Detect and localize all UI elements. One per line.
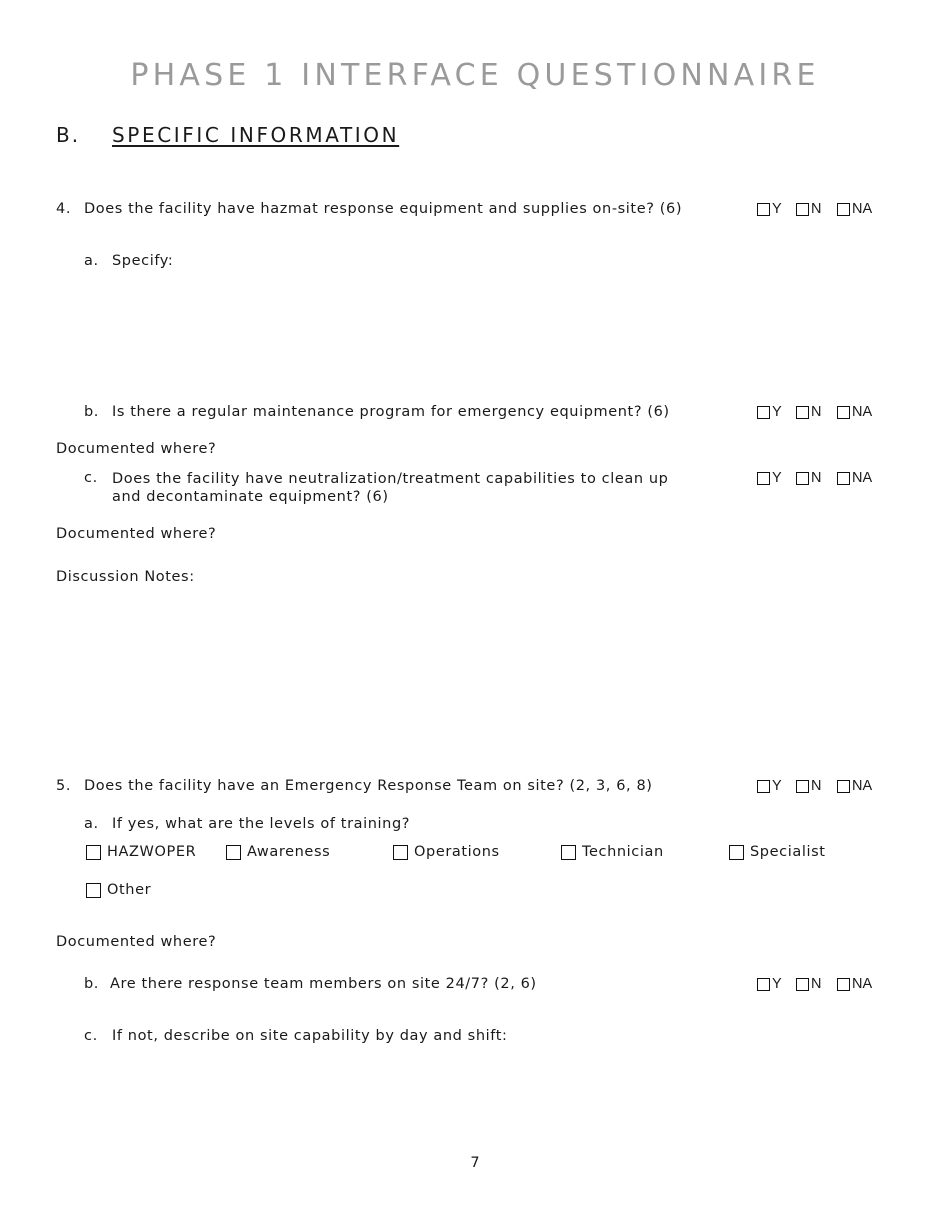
- q5b-no-checkbox[interactable]: [796, 978, 809, 991]
- q5b-yes-checkbox[interactable]: [757, 978, 770, 991]
- q4c-documented-where: Documented where?: [56, 526, 217, 542]
- yes-label: Y: [772, 404, 782, 420]
- no-label: N: [811, 778, 822, 794]
- training-option-specialist[interactable]: [729, 844, 826, 860]
- q4-yn-group: [757, 201, 887, 219]
- q4a-number: a.: [84, 253, 99, 269]
- q4a-text: Specify:: [112, 253, 174, 269]
- operations-label: Operations: [414, 844, 500, 860]
- q5a-number: a.: [84, 816, 99, 832]
- document-title: PHASE 1 INTERFACE QUESTIONNAIRE: [130, 58, 820, 93]
- q4b-yn-group: [757, 404, 887, 422]
- training-option-technician[interactable]: [561, 844, 664, 860]
- no-label: N: [811, 201, 822, 217]
- q4-na-checkbox[interactable]: [837, 203, 850, 216]
- training-option-other[interactable]: [86, 882, 151, 898]
- q4b-no-checkbox[interactable]: [796, 406, 809, 419]
- q5-yes-checkbox[interactable]: [757, 780, 770, 793]
- q4c-yes-checkbox[interactable]: [757, 472, 770, 485]
- training-option-operations[interactable]: [393, 844, 500, 860]
- q5-no-checkbox[interactable]: [796, 780, 809, 793]
- yes-label: Y: [772, 201, 782, 217]
- technician-checkbox[interactable]: [561, 845, 576, 860]
- specialist-checkbox[interactable]: [729, 845, 744, 860]
- awareness-checkbox[interactable]: [226, 845, 241, 860]
- training-option-hazwoper[interactable]: [86, 844, 196, 860]
- awareness-label: Awareness: [247, 844, 331, 860]
- section-letter: B.: [56, 123, 81, 147]
- other-label: Other: [107, 882, 152, 898]
- q4c-yn-group: [757, 470, 887, 488]
- q5b-na-checkbox[interactable]: [837, 978, 850, 991]
- q4-text: Does the facility have hazmat response equipment and supplies on-site? (6): [84, 201, 683, 217]
- q5b-number: b.: [84, 976, 100, 992]
- section-title: SPECIFIC INFORMATION: [112, 123, 400, 147]
- technician-label: Technician: [582, 844, 664, 860]
- na-label: NA: [852, 778, 873, 794]
- q4b-text: Is there a regular maintenance program for emergency equipment? (6): [112, 404, 670, 420]
- q5-yn-group: [757, 778, 887, 796]
- no-label: N: [811, 404, 822, 420]
- q4c-na-checkbox[interactable]: [837, 472, 850, 485]
- no-label: N: [811, 976, 822, 992]
- q5a-text: If yes, what are the levels of training?: [112, 816, 411, 832]
- discussion-notes-label: Discussion Notes:: [56, 569, 195, 585]
- operations-checkbox[interactable]: [393, 845, 408, 860]
- q4b-documented-where: Documented where?: [56, 441, 217, 457]
- na-label: NA: [852, 976, 873, 992]
- na-label: NA: [852, 470, 873, 486]
- q5-number: 5.: [56, 778, 72, 794]
- q4c-no-checkbox[interactable]: [796, 472, 809, 485]
- no-label: N: [811, 470, 822, 486]
- hazwoper-checkbox[interactable]: [86, 845, 101, 860]
- q4-no-checkbox[interactable]: [796, 203, 809, 216]
- q4b-yes-checkbox[interactable]: [757, 406, 770, 419]
- q5-na-checkbox[interactable]: [837, 780, 850, 793]
- hazwoper-label: HAZWOPER: [107, 844, 197, 860]
- q5b-text: Are there response team members on site 24/7? (2, 6): [110, 976, 537, 992]
- q4c-number: c.: [84, 470, 98, 486]
- q4b-na-checkbox[interactable]: [837, 406, 850, 419]
- q5-documented-where: Documented where?: [56, 934, 217, 950]
- na-label: NA: [852, 404, 873, 420]
- q5b-yn-group: [757, 976, 887, 994]
- other-checkbox[interactable]: [86, 883, 101, 898]
- yes-label: Y: [772, 976, 782, 992]
- yes-label: Y: [772, 470, 782, 486]
- q5c-number: c.: [84, 1028, 98, 1044]
- q4-yes-checkbox[interactable]: [757, 203, 770, 216]
- yes-label: Y: [772, 778, 782, 794]
- q4b-number: b.: [84, 404, 100, 420]
- q5c-text: If not, describe on site capability by day and shift:: [112, 1028, 508, 1044]
- training-option-awareness[interactable]: [226, 844, 330, 860]
- na-label: NA: [852, 201, 873, 217]
- specialist-label: Specialist: [750, 844, 826, 860]
- page-number: 7: [470, 1155, 480, 1171]
- q4-number: 4.: [56, 201, 72, 217]
- q5-text: Does the facility have an Emergency Response Team on site? (2, 3, 6, 8): [84, 778, 653, 794]
- q4c-text: Does the facility have neutralization/treatment capabilities to clean up and decontaminate equipment? (6): [112, 471, 669, 505]
